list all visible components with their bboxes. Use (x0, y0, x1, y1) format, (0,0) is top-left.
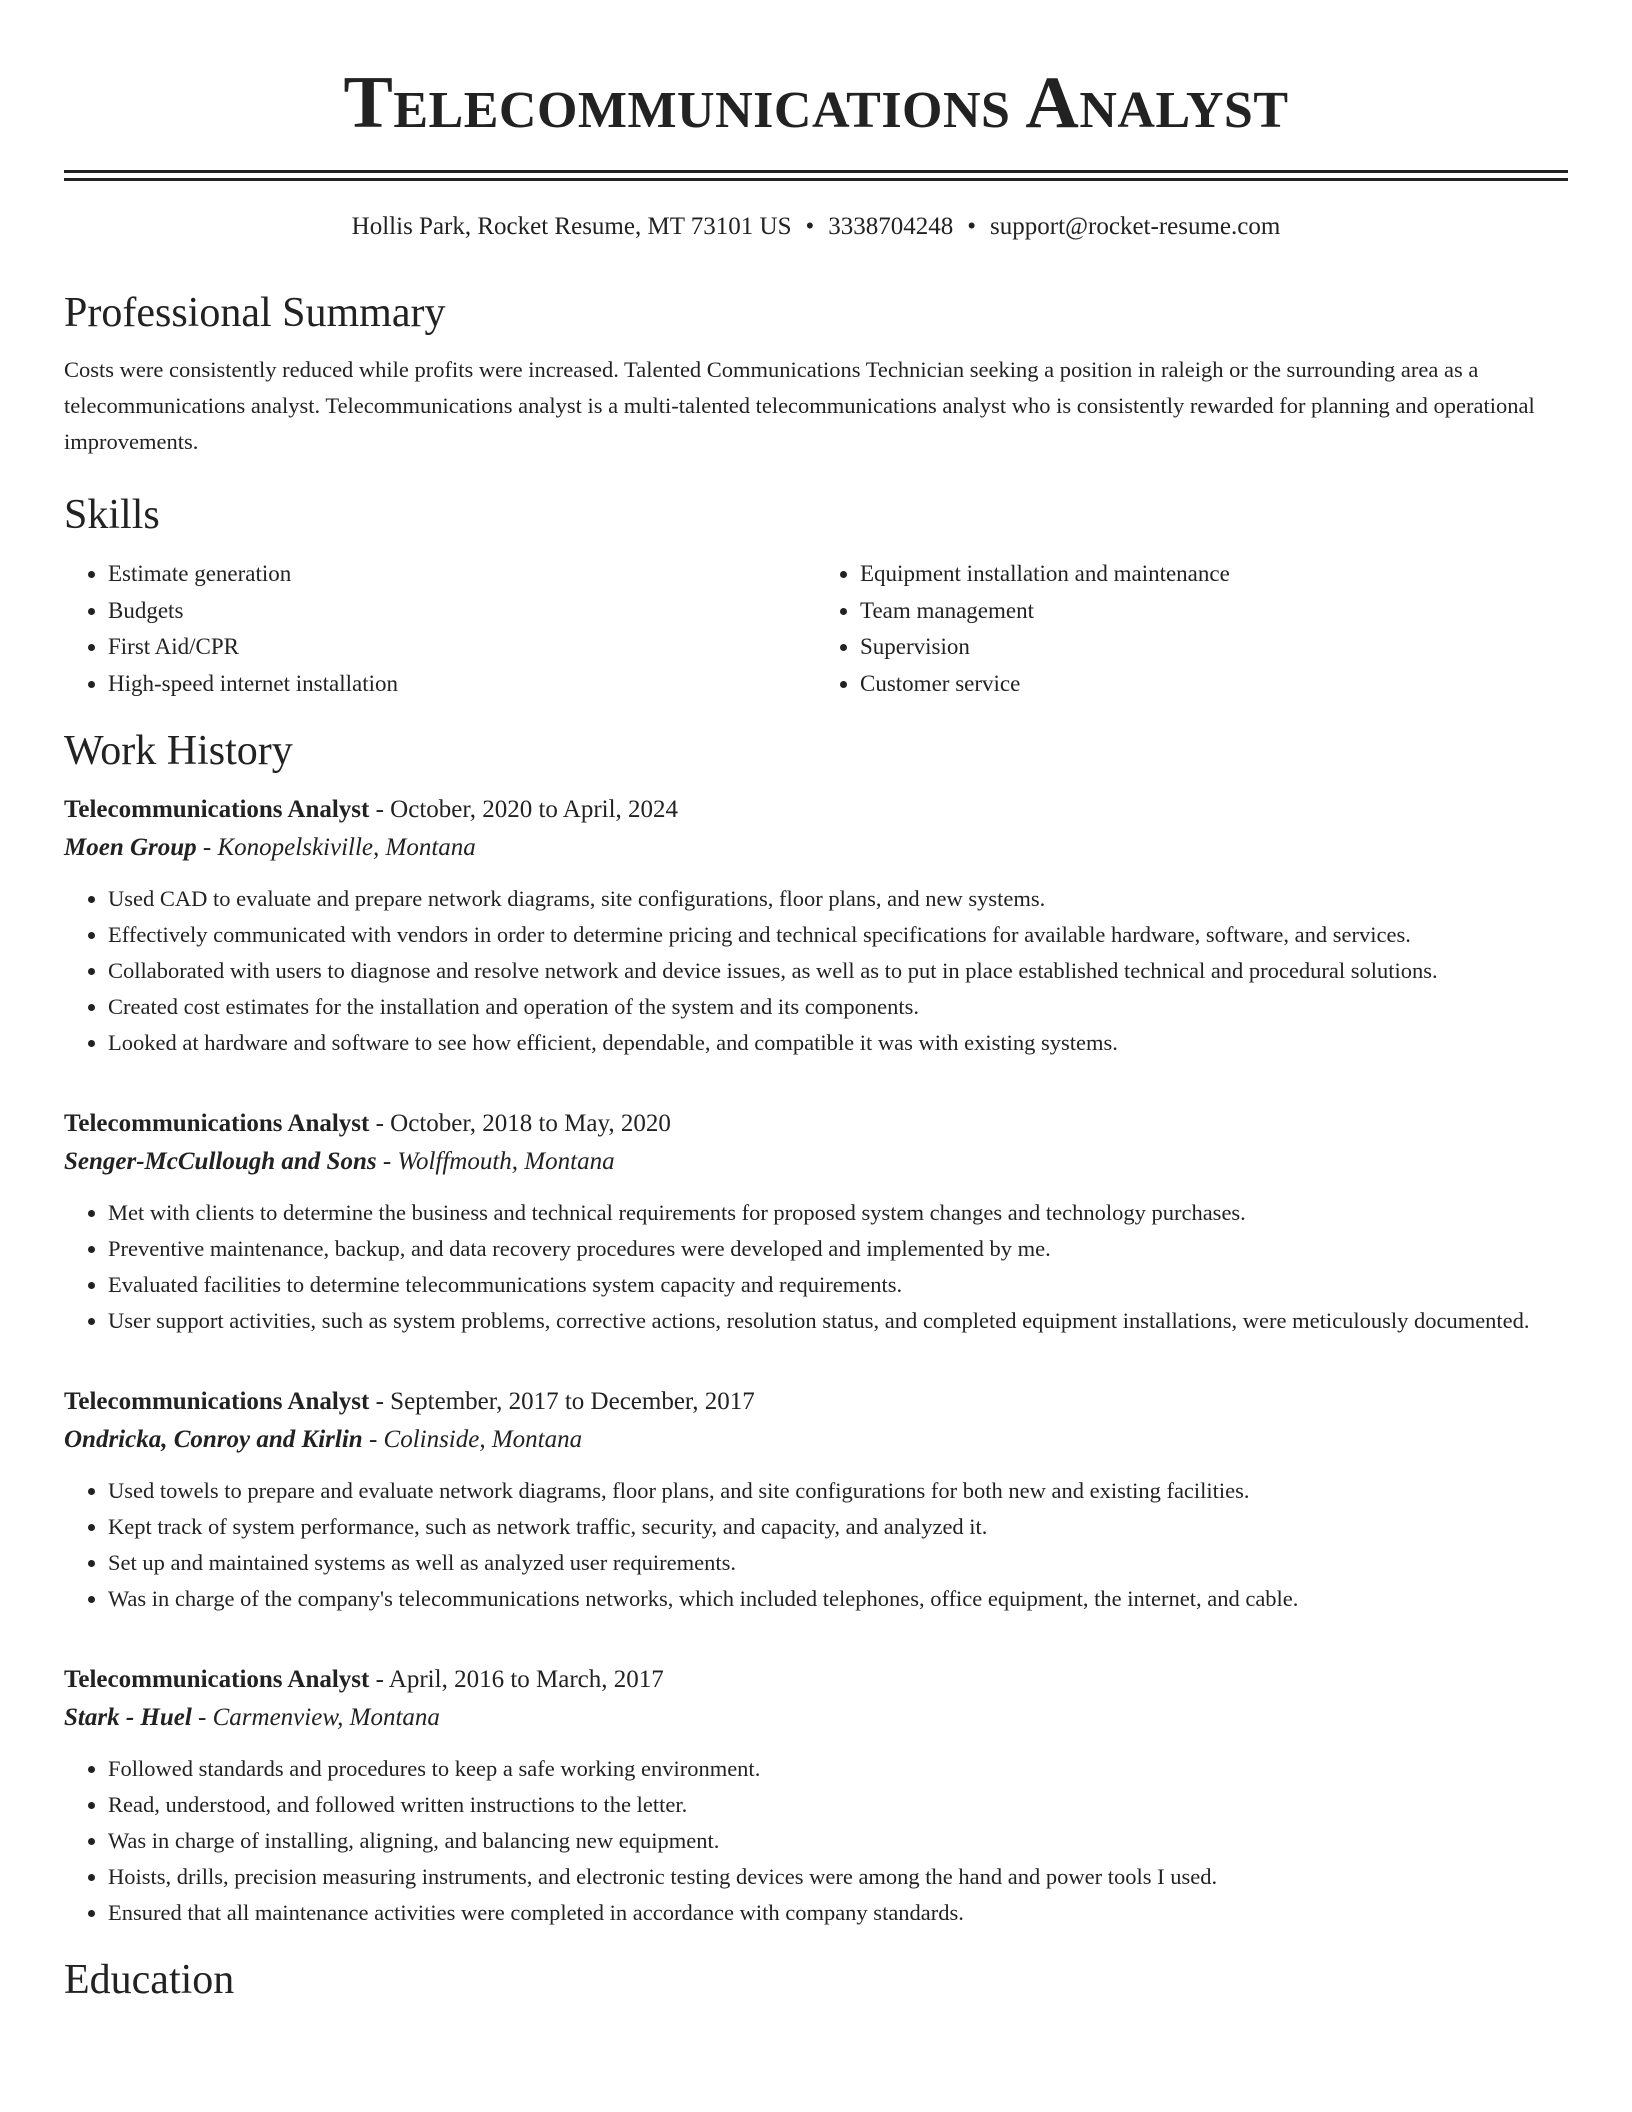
job-bullet: • User support activities, such as system problems, corrective actions, resolution status, and completed equipment installations, were meticulously documented. (108, 1303, 1568, 1339)
job-header (64, 1661, 1568, 1699)
job-bullet: • Collaborated with users to diagnose and resolve network and device issues, as well as to put in place established technical and procedural solutions. (108, 953, 1568, 989)
contact-separator: • (967, 213, 977, 240)
job-bullet: • Met with clients to determine the business and technical requirements for proposed system changes and technology purchases. (108, 1195, 1568, 1231)
skill-item: • Budgets (108, 593, 816, 630)
summary-heading: Professional Summary (64, 289, 446, 336)
job-bullet: • Was in charge of installing, aligning, and balancing new equipment. (108, 1823, 1568, 1859)
skill-item: • Estimate generation (108, 556, 816, 593)
job-company-line (64, 1699, 1568, 1737)
summary-text: Costs were consistently reduced while profits were increased. Talented Communications Technician seeking a position in raleigh or the surrounding area as a telecommunications analyst. Telecommunications analyst is a multi-talented telecommunications analyst who is consistently rewarded for planning and operational improvements. (64, 356, 1535, 454)
resume-title: Telecommunications Analyst (343, 62, 1289, 144)
contact-email: support@rocket-resume.com (990, 213, 1281, 240)
job-bullet: • Looked at hardware and software to see how efficient, dependable, and compatible it was with existing systems. (108, 1025, 1568, 1061)
skill-item: • First Aid/CPR (108, 629, 816, 666)
job-bullet: • Ensured that all maintenance activities were completed in accordance with company standards. (108, 1895, 1568, 1931)
job-dates: - October, 2018 to May, 2020 (369, 1109, 671, 1137)
job-header (64, 791, 1568, 829)
job-role: Telecommunications Analyst (64, 795, 370, 823)
contact-phone: 3338704248 (828, 213, 954, 240)
job-role: Telecommunications Analyst (64, 1665, 370, 1693)
contact-separator: • (805, 213, 815, 240)
job-location: - Wolffmouth, Montana (376, 1147, 615, 1175)
job-entry (64, 1105, 1568, 1339)
job-location: - Carmenview, Montana (191, 1703, 440, 1731)
job-entry (64, 1383, 1568, 1617)
skills-grid (64, 556, 1568, 702)
summary-section (64, 288, 1568, 460)
job-role: Telecommunications Analyst (64, 1109, 370, 1137)
job-role: Telecommunications Analyst (64, 1387, 370, 1415)
job-entry (64, 1661, 1568, 1931)
skills-section (64, 490, 1568, 702)
job-bullets (64, 1751, 1568, 1931)
job-company-line (64, 829, 1568, 867)
job-bullet: • Created cost estimates for the installation and operation of the system and its components. (108, 989, 1568, 1025)
job-location: - Konopelskiville, Montana (196, 833, 476, 861)
skill-item: • High-speed internet installation (108, 666, 816, 703)
job-bullet: • Effectively communicated with vendors in order to determine pricing and technical specifications for available hardware, software, and services. (108, 917, 1568, 953)
skill-item: • Team management (860, 593, 1568, 630)
job-dates: - October, 2020 to April, 2024 (369, 795, 679, 823)
job-bullet: • Used towels to prepare and evaluate network diagrams, floor plans, and site configurations for both new and existing facilities. (108, 1473, 1568, 1509)
education-heading: Education (64, 1956, 235, 2003)
job-dates: - September, 2017 to December, 2017 (369, 1387, 755, 1415)
job-bullet: • Set up and maintained systems as well as analyzed user requirements. (108, 1545, 1568, 1581)
job-bullets (64, 1195, 1568, 1339)
job-header (64, 1383, 1568, 1421)
job-company: Senger-McCullough and Sons (64, 1147, 377, 1175)
title-double-rule (64, 170, 1568, 181)
job-bullet: • Followed standards and procedures to keep a safe working environment. (108, 1751, 1568, 1787)
job-bullets (64, 1473, 1568, 1617)
job-dates: - April, 2016 to March, 2017 (369, 1665, 664, 1693)
job-bullet: • Hoists, drills, precision measuring instruments, and electronic testing devices were among the hand and power tools I used. (108, 1859, 1568, 1895)
skill-item: • Customer service (860, 666, 1568, 703)
job-bullet: • Was in charge of the company's telecommunications networks, which included telephones, office equipment, the internet, and cable. (108, 1581, 1568, 1617)
job-bullets (64, 881, 1568, 1061)
contact-line (64, 211, 1568, 244)
job-entry (64, 791, 1568, 1061)
skill-item: • Supervision (860, 629, 1568, 666)
education-section (64, 1955, 1568, 2005)
job-company: Moen Group (64, 833, 197, 861)
contact-address: Hollis Park, Rocket Resume, MT 73101 US (351, 213, 792, 240)
job-company: Stark - Huel (64, 1703, 192, 1731)
job-bullet: • Evaluated facilities to determine telecommunications system capacity and requirements. (108, 1267, 1568, 1303)
job-location: - Colinside, Montana (362, 1425, 583, 1453)
job-company: Ondricka, Conroy and Kirlin (64, 1425, 363, 1453)
skills-column-right (816, 556, 1568, 702)
job-company-line (64, 1421, 1568, 1459)
skills-column-left (64, 556, 816, 702)
work-history-section (64, 726, 1568, 1930)
job-bullet: • Preventive maintenance, backup, and data recovery procedures were developed and implemented by me. (108, 1231, 1568, 1267)
job-bullet: • Used CAD to evaluate and prepare network diagrams, site configurations, floor plans, and new systems. (108, 881, 1568, 917)
skills-heading: Skills (64, 491, 160, 538)
skill-item: • Equipment installation and maintenance (860, 556, 1568, 593)
job-bullet: • Kept track of system performance, such as network traffic, security, and capacity, and analyzed it. (108, 1509, 1568, 1545)
work-history-heading: Work History (64, 728, 293, 775)
job-bullet: • Read, understood, and followed written instructions to the letter. (108, 1787, 1568, 1823)
job-header (64, 1105, 1568, 1143)
job-company-line (64, 1143, 1568, 1181)
